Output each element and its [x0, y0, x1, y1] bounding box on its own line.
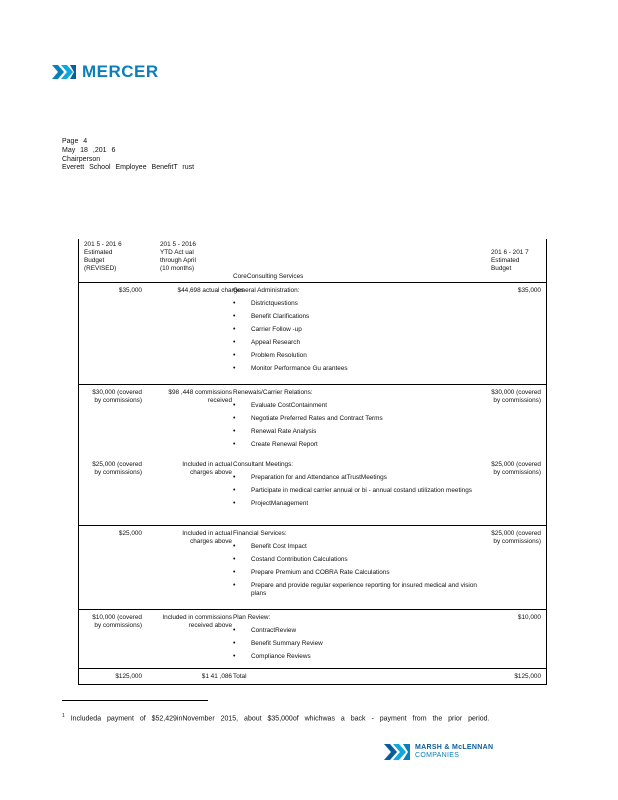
header-col-ytd-actual: 201 5 - 2016 YTD Act ual through April (10 months) [160, 241, 196, 272]
total-next: $125,000 [514, 673, 541, 680]
row-renewals-services: Renewals/Carrier Relations: • Evaluate CostContainment • Negotiate Preferred Rates and Contract Terms • Renewal Rate Analysis • Create Renewal Report [233, 389, 478, 449]
row-plan-review-ytd: Included in commissions received above [162, 614, 232, 629]
header-col-budget-revised: 201 5 - 201 6 Estimated Budget (REVISED) [84, 241, 122, 272]
row-financial-budget: $25,000 [118, 530, 142, 537]
list-item: • Districtquestions [233, 300, 478, 308]
row-financial-next: $25,000 (covered by commissions) [491, 530, 541, 545]
list-item: • ProjectManagement [233, 500, 478, 508]
list-item: • Benefit Cost Impact [233, 543, 478, 551]
total-budget: $125,000 [115, 673, 142, 680]
list-item: • Create Renewal Report [233, 441, 478, 449]
list-item: • Problem Resolution [233, 352, 478, 360]
list-item: • Renewal Rate Analysis [233, 428, 478, 436]
row-renewals-next: $30,000 (covered by commissions) [491, 389, 541, 404]
list-item: • Benefit Clarifications [233, 313, 478, 321]
row-plan-review-budget: $10,000 (covered by commissions) [92, 614, 142, 629]
total-ytd: $1 41 ,086 [201, 673, 232, 680]
list-item: • Prepare and provide regular experience reporting for insured medical and vision plans [233, 582, 478, 598]
budget-table [78, 239, 547, 685]
row-meetings-services: Consultant Meetings: • Preparation for and Attendance atTrustMeetings • Participate in medical carrier annual or bi - annual costand utilization meetings • ProjectManagement [233, 461, 478, 508]
row-financial-ytd: Included in actual charges above [182, 530, 232, 545]
recipient-organization: Everett School Employee BenefitT rust [62, 164, 195, 172]
mercer-logo-text: MERCER [82, 62, 159, 81]
footnote-mark: 1 [62, 713, 65, 719]
list-item: • Appeal Research [233, 339, 478, 347]
footnote [62, 710, 540, 725]
row-meetings-budget: $25,000 (covered by commissions) [92, 461, 142, 476]
row-general-services: General Administration: • Districtquestions • Benefit Clarifications • Carrier Follow -up • Appeal Research • Problem Resolution • Monitor Performance Gu arantees [233, 287, 478, 373]
mercer-logo-icon [52, 65, 76, 79]
total-label: Total [233, 673, 247, 680]
list-item: • Carrier Follow -up [233, 326, 478, 334]
row-plan-review-next: $10,000 [517, 614, 541, 621]
list-item: • Benefit Summary Review [233, 640, 478, 648]
row-renewals-budget: $30,000 (covered by commissions) [92, 389, 142, 404]
list-item: • Monitor Performance Gu arantees [233, 365, 478, 373]
list-item: • Evaluate CostContainment [233, 402, 478, 410]
page-number: Page 4 [62, 138, 88, 145]
list-item: • Participate in medical carrier annual or bi - annual costand utilization meetings [233, 487, 478, 495]
mercer-logo [52, 62, 159, 82]
row-general-budget: $35,000 [118, 287, 142, 294]
list-item: • Costand Contribution Calculations [233, 556, 478, 564]
header-col-budget-next: 201 6 - 201 7 Estimated Budget [491, 249, 529, 272]
footnote-text: Includeda payment of $52,429inNovember 2015, about $35,000of whichwas a back - payment from the prior period. [70, 715, 490, 723]
row-general-ytd: $44,698 actual charges [177, 287, 244, 294]
letter-header [62, 138, 194, 173]
list-item: • Prepare Premium and COBRA Rate Calculations [233, 569, 478, 577]
marsh-mclennan-logo-icon [384, 744, 410, 760]
row-meetings-next: $25,000 (covered by commissions) [491, 461, 541, 476]
footnote-rule [62, 700, 208, 701]
row-renewals-ytd: $98 ,448 commissions received [168, 389, 232, 404]
list-item: • Negotiate Preferred Rates and Contract Terms [233, 415, 478, 423]
list-item: • ContractReview [233, 627, 478, 635]
marsh-mclennan-logo [384, 744, 493, 760]
list-item: • Compliance Reviews [233, 653, 478, 661]
row-meetings-ytd: Included in actual charges above [182, 461, 232, 476]
logo-line-1: MARSH & McLENNAN [415, 744, 494, 751]
row-general-next: $35,000 [517, 287, 541, 294]
letter-date: May 18 ,201 6 [62, 146, 116, 154]
recipient-title: Chairperson [62, 155, 101, 163]
header-col-services: CoreConsulting Services [233, 273, 304, 280]
list-item: • Preparation for and Attendance atTrustMeetings [233, 474, 478, 482]
logo-line-2: COMPANIES [415, 752, 460, 759]
row-plan-review-services: Plan Review: • ContractReview • Benefit Summary Review • Compliance Reviews [233, 614, 478, 661]
row-financial-services: Financial Services: • Benefit Cost Impact • Costand Contribution Calculations • Prepare Premium and COBRA Rate Calculations • Prepare and provide regular experience reporting for insured medical and vision plans [233, 530, 478, 598]
